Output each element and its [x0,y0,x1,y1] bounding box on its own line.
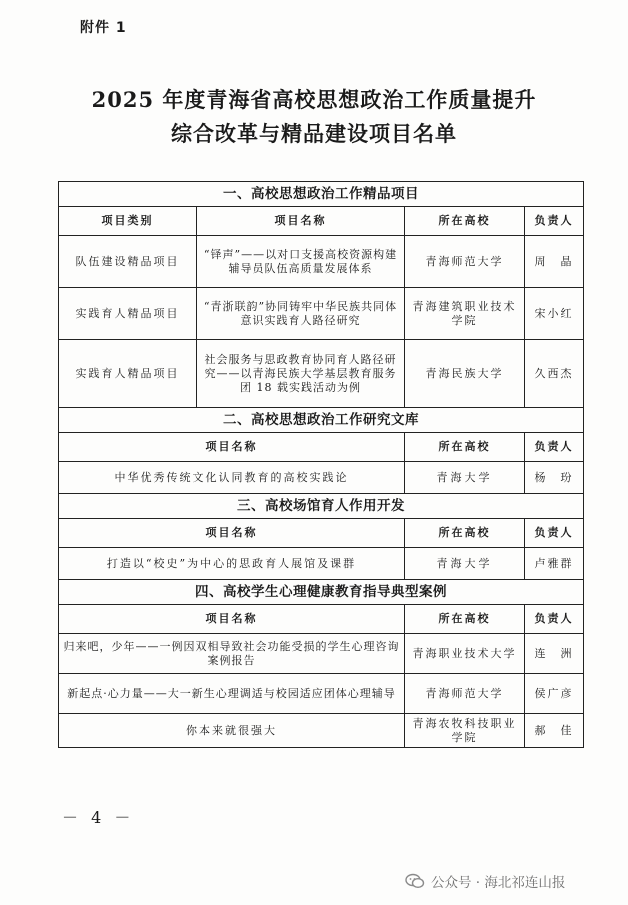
project-name: “青浙联韵”协同铸牢中华民族共同体意识实践育人路径研究 [197,288,405,340]
column-header: 项目名称 [59,605,405,634]
table-row [59,340,584,408]
project-leader: 连 洲 [525,634,584,674]
project-name: 你本来就很强大 [59,714,405,748]
column-header: 负责人 [525,519,584,548]
project-school: 青海师范大学 [405,674,525,714]
column-header: 所在高校 [405,605,525,634]
project-school: 青海大学 [405,462,525,494]
column-header: 项目类别 [59,207,197,236]
table-row [59,288,584,340]
project-leader: 久西杰 [525,340,584,408]
page-number: － 4 － [62,808,135,827]
wechat-icon [405,873,425,889]
attachment-label: 附件 1 [80,20,127,36]
column-header: 项目名称 [59,433,405,462]
project-leader: 杨 玢 [525,462,584,494]
section-title: 三、高校场馆育人作用开发 [59,494,584,519]
project-school: 青海农牧科技职业学院 [405,714,525,748]
project-name: “铎声”——以对口支援高校资源构建辅导员队伍高质量发展体系 [197,236,405,288]
project-list-table [58,181,584,748]
project-leader: 郝 佳 [525,714,584,748]
project-category: 实践育人精品项目 [59,288,197,340]
column-header: 负责人 [525,207,584,236]
column-header: 项目名称 [59,519,405,548]
project-school: 青海职业技术大学 [405,634,525,674]
project-school: 青海民族大学 [405,340,525,408]
column-header: 负责人 [525,433,584,462]
watermark-text: 公众号 · 海北祁连山报 [431,875,566,891]
section-title: 一、高校思想政治工作精品项目 [59,182,584,207]
project-name: 归来吧，少年——一例因双相导致社会功能受损的学生心理咨询案例报告 [59,634,405,674]
project-name: 打造以“校史”为中心的思政育人展馆及课群 [59,548,405,580]
table-row [59,548,584,580]
project-category: 队伍建设精品项目 [59,236,197,288]
table-row [59,462,584,494]
project-name: 新起点·心力量——大一新生心理调适与校园适应团体心理辅导 [59,674,405,714]
project-school: 青海师范大学 [405,236,525,288]
column-header: 负责人 [525,605,584,634]
table-row [59,674,584,714]
project-name: 中华优秀传统文化认同教育的高校实践论 [59,462,405,494]
table-row [59,236,584,288]
project-school: 青海建筑职业技术学院 [405,288,525,340]
wechat-watermark [405,871,565,891]
project-school: 青海大学 [405,548,525,580]
page-title-line-1: 2025 年度青海省高校思想政治工作质量提升 [91,87,537,112]
column-header: 所在高校 [405,207,525,236]
project-name: 社会服务与思政教育协同育人路径研究——以青海民族大学基层教育服务团 18 载实践活动为例 [197,340,405,408]
project-leader: 卢雅群 [525,548,584,580]
section-title: 二、高校思想政治工作研究文库 [59,408,584,433]
project-leader: 宋小红 [525,288,584,340]
table-row [59,714,584,748]
project-leader: 周 晶 [525,236,584,288]
table-row [59,634,584,674]
project-category: 实践育人精品项目 [59,340,197,408]
column-header: 所在高校 [405,519,525,548]
column-header: 所在高校 [405,433,525,462]
section-title: 四、高校学生心理健康教育指导典型案例 [59,580,584,605]
page-title-line-2: 综合改革与精品建设项目名单 [171,121,457,146]
column-header: 项目名称 [197,207,405,236]
project-leader: 侯广彦 [525,674,584,714]
